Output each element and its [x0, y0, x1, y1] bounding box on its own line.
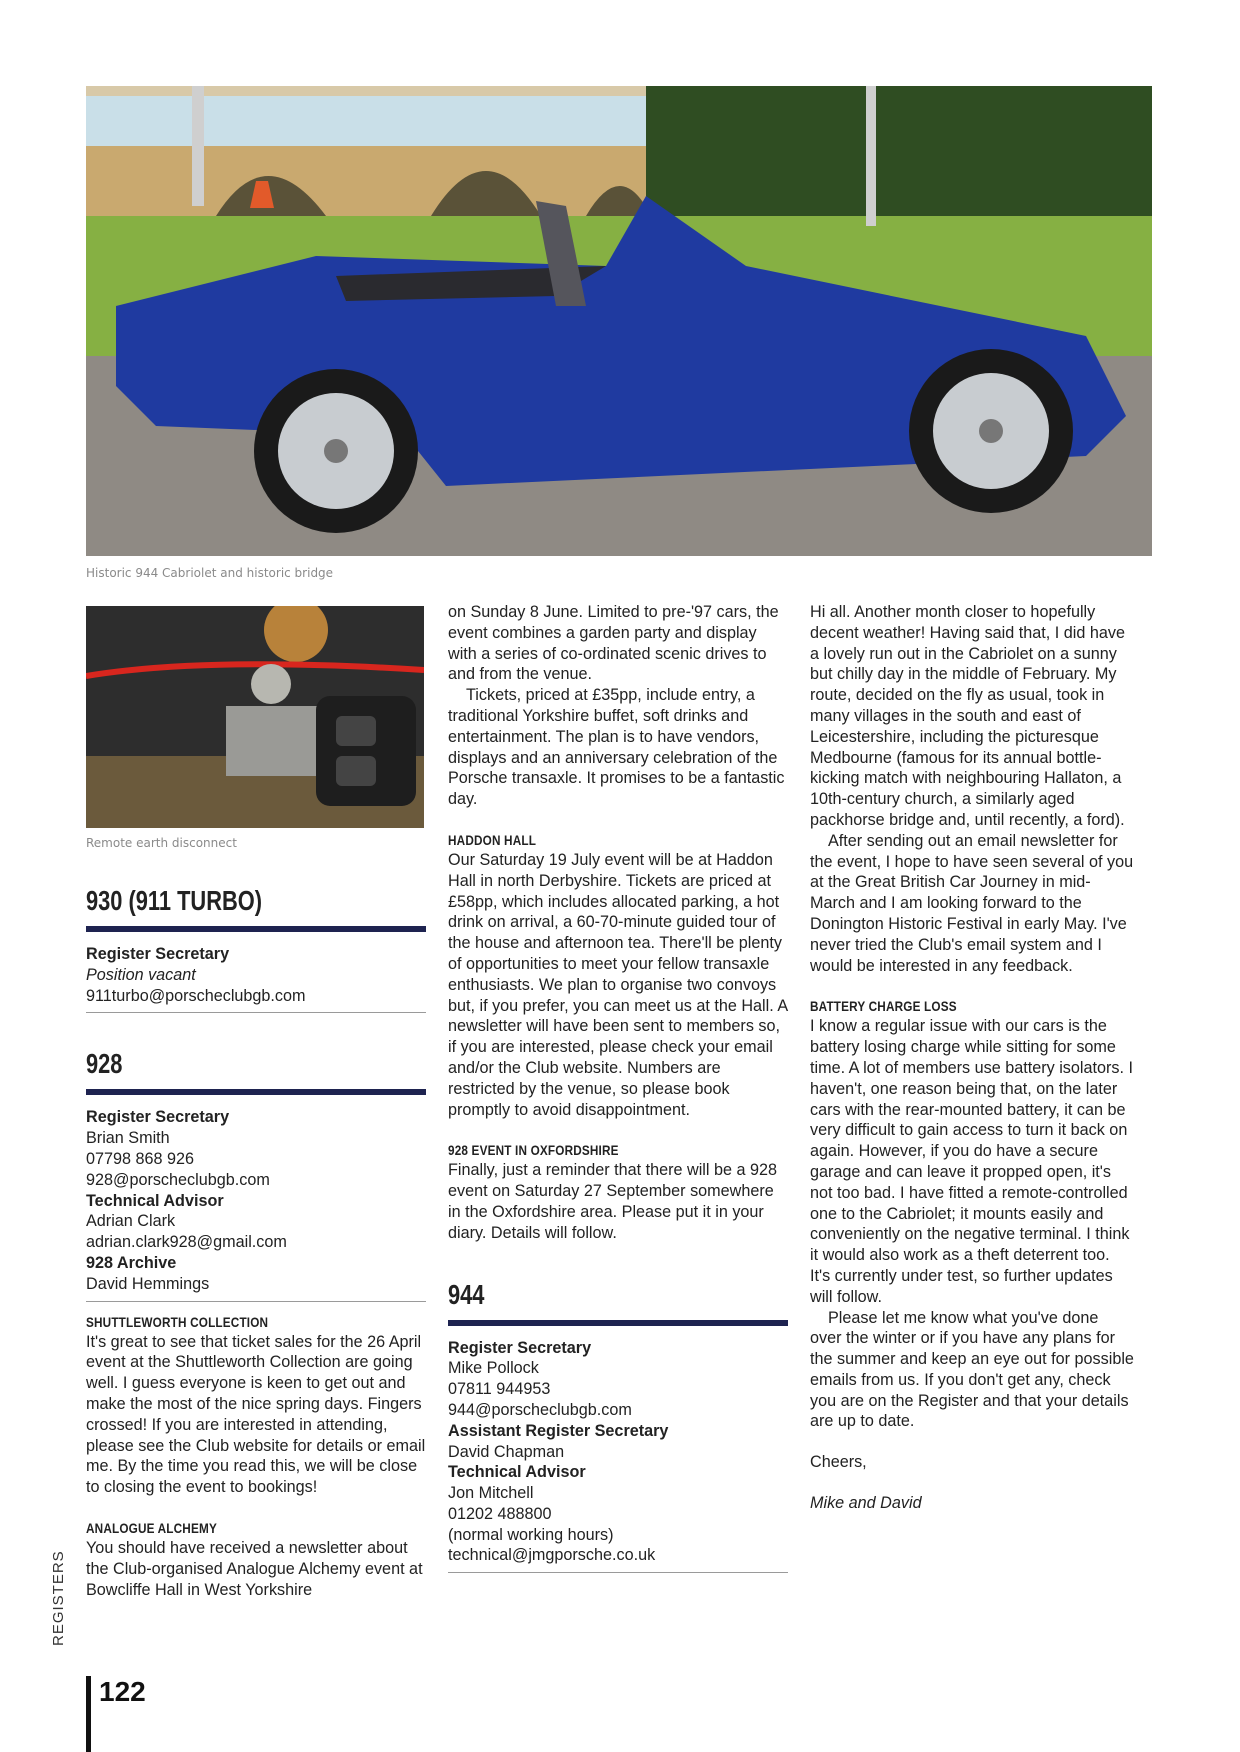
- role-value: Position vacant: [86, 965, 196, 984]
- body-paragraph: After sending out an email newsletter for the event, I hope to have seen several of you at the Great British Car Journey in mid-March and I am looking forward to the Donington Historic Festival in early May. I've never tried the Club's email system and I would be interested in any feedback.: [810, 831, 1134, 975]
- accent-bar: [86, 926, 426, 932]
- email-link[interactable]: technical@jmgporsche.co.uk: [448, 1546, 656, 1565]
- role-label: Register Secretary: [86, 945, 230, 963]
- divider: [448, 1572, 788, 1573]
- body-paragraph: Hi all. Another month closer to hopefully decent weather! Having said that, I did have a lovely run out in the Cabriolet on a sunny but chilly day in the middle of February. My route, decided on the fly as usual, took in many villages in the south and east of Leicestershire, including the picturesque Medbourne (famous for its annual bottle-kicking match with neighbouring Hallaton, a 10th-century church, a similarly aged packhorse bridge and, until recently, a ford).: [810, 603, 1125, 829]
- role-label: Technical Advisor: [86, 1191, 224, 1210]
- register-944-title: 944: [448, 1278, 485, 1310]
- role-label: 928 Archive: [86, 1253, 177, 1272]
- contact-hours: (normal working hours): [448, 1525, 614, 1544]
- small-photo-caption: Remote earth disconnect: [86, 836, 237, 850]
- email-link[interactable]: 911turbo@porscheclubgb.com: [86, 986, 306, 1005]
- section-heading: HADDON HALL: [448, 831, 537, 848]
- page-number: 122: [99, 1676, 146, 1707]
- contact-phone: 07798 868 926: [86, 1149, 195, 1168]
- body-paragraph: Finally, just a reminder that there will be a 928 event on Saturday 27 September somewhere in the Oxfordshire area. Please put it in your diary. Details will follow.: [448, 1161, 778, 1242]
- contact-name: David Chapman: [448, 1442, 565, 1461]
- role-label: Register Secretary: [448, 1338, 592, 1357]
- section-heading: BATTERY CHARGE LOSS: [810, 998, 957, 1015]
- contact-name: Brian Smith: [86, 1129, 170, 1148]
- main-photo: [86, 86, 1152, 556]
- contact-name: Adrian Clark: [86, 1212, 176, 1231]
- body-paragraph: on Sunday 8 June. Limited to pre-'97 cars, the event combines a garden party and display with a series of co-ordinated scenic drives to and from the venue.: [448, 603, 779, 684]
- page-number-bar: [86, 1676, 91, 1752]
- column-1: [86, 884, 426, 1600]
- contact-phone: 01202 488800: [448, 1504, 552, 1523]
- column-3: [810, 602, 1134, 1514]
- contact-name: Mike Pollock: [448, 1359, 539, 1378]
- email-link[interactable]: 928@porscheclubgb.com: [86, 1170, 270, 1189]
- email-link[interactable]: 944@porscheclubgb.com: [448, 1400, 632, 1419]
- contact-name: David Hemmings: [86, 1274, 210, 1293]
- register-928-title: 928: [86, 1048, 123, 1080]
- body-paragraph: Tickets, priced at £35pp, include entry, a traditional Yorkshire buffet, soft drinks and entertainment. The plan is to have vendors, displays and an anniversary celebration of the Porsche transaxle. It promises to be a fantastic day.: [448, 686, 785, 809]
- contact-phone: 07811 944953: [448, 1380, 551, 1399]
- email-link[interactable]: adrian.clark928@gmail.com: [86, 1233, 287, 1252]
- section-heading: SHUTTLEWORTH COLLECTION: [86, 1313, 269, 1330]
- register-930-title: 930 (911 TURBO): [86, 885, 262, 916]
- body-paragraph: Please let me know what you've done over the winter or if you have any plans for the summer and keep an eye out for possible emails from us. If you don't get any, check you are on the Register and that your details are up to date.: [810, 1308, 1134, 1431]
- role-label: Technical Advisor: [448, 1463, 586, 1482]
- small-photo: [86, 606, 424, 828]
- section-heading: ANALOGUE ALCHEMY: [86, 1519, 217, 1536]
- contact-name: Jon Mitchell: [448, 1484, 534, 1503]
- accent-bar: [448, 1320, 788, 1326]
- section-label: REGISTERS: [50, 1550, 67, 1646]
- column-2: [448, 602, 788, 1573]
- role-label: Register Secretary: [86, 1108, 230, 1127]
- signature: Mike and David: [810, 1494, 922, 1513]
- body-paragraph: Our Saturday 19 July event will be at Haddon Hall in north Derbyshire. Tickets are priced at £58pp, which includes allocated parking, a hot drink on arrival, a 60-70-minute guided tour of the house and afternoon tea. There'll be plenty of opportunities to meet your fellow transaxle enthusiasts. We plan to organise two convoys but, if you prefer, you can meet us at the Hall. A newsletter will have been sent to members so, if you are interested, please check your email and/or the Club website. Numbers are restricted by the venue, so please book promptly to avoid disappointment.: [448, 850, 788, 1119]
- role-label: Assistant Register Secretary: [448, 1421, 669, 1440]
- section-heading: 928 EVENT IN OXFORDSHIRE: [448, 1142, 619, 1159]
- body-paragraph: It's great to see that ticket sales for the 26 April event at the Shuttleworth Collection are going well. I guess everyone is keen to get out and make the most of the nice spring days. Fingers crossed! If you are interested in attending, please see the Club website for details or email me. By the time you read this, we will be close to closing the event to bookings!: [86, 1332, 426, 1497]
- accent-bar: [86, 1089, 426, 1095]
- sign-off: Cheers,: [810, 1453, 867, 1472]
- body-paragraph: I know a regular issue with our cars is the battery losing charge while sitting for some time. A lot of members use battery isolators. I haven't, one reason being that, on the later cars with the rear-mounted battery, it can be very difficult to gain access to turn it back on again. However, if you do have a secure garage and can leave it propped open, it's not too bad. I have fitted a remote-controlled one to the Cabriolet; it mounts easily and conveniently on the negative terminal. I think it would also work as a theft deterrent too. It's currently under test, so further updates will follow.: [810, 1017, 1133, 1306]
- main-photo-caption: Historic 944 Cabriolet and historic bridge: [86, 566, 334, 580]
- body-paragraph: You should have received a newsletter about the Club-organised Analogue Alchemy event at Bowcliffe Hall in West Yorkshire: [86, 1538, 423, 1599]
